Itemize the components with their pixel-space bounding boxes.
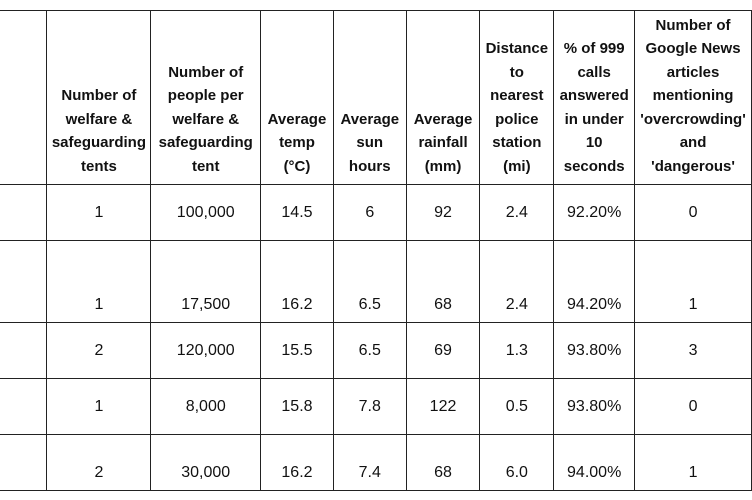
table-row <box>0 185 752 241</box>
header-people-per-tent: Number of people per welfare & safeguarding tent <box>151 11 261 185</box>
cell-articles: 0 <box>635 185 752 241</box>
cell-rainfall: 122 <box>406 379 480 435</box>
cell-people: 8,000 <box>151 379 261 435</box>
cell-people: 120,000 <box>151 323 261 379</box>
cell-temp: 15.5 <box>261 323 334 379</box>
header-date <box>0 11 47 185</box>
header-rainfall: Average rainfall (mm) <box>406 11 480 185</box>
cell-distance: 1.3 <box>480 323 554 379</box>
header-sun: Average sun hours <box>333 11 406 185</box>
cell-people: 17,500 <box>151 241 261 323</box>
cell-date <box>0 185 47 241</box>
cell-distance: 6.0 <box>480 435 554 491</box>
cell-tents: 1 <box>47 241 151 323</box>
cell-temp: 14.5 <box>261 185 334 241</box>
cell-date <box>0 241 47 323</box>
header-999-calls: % of 999 calls answered in under 10 seconds <box>554 11 635 185</box>
cell-tents: 1 <box>47 379 151 435</box>
cell-sun: 6.5 <box>333 323 406 379</box>
cell-temp: 16.2 <box>261 435 334 491</box>
cell-distance: 0.5 <box>480 379 554 435</box>
cell-date <box>0 379 47 435</box>
cell-calls: 93.80% <box>554 379 635 435</box>
cell-sun: 6.5 <box>333 241 406 323</box>
cell-calls: 92.20% <box>554 185 635 241</box>
cell-rainfall: 68 <box>406 435 480 491</box>
cell-rainfall: 68 <box>406 241 480 323</box>
cell-articles: 1 <box>635 435 752 491</box>
table-row <box>0 435 752 491</box>
cell-people: 30,000 <box>151 435 261 491</box>
cell-sun: 7.4 <box>333 435 406 491</box>
cell-distance: 2.4 <box>480 241 554 323</box>
cell-sun: 6 <box>333 185 406 241</box>
cell-articles: 0 <box>635 379 752 435</box>
header-tents: Number of welfare & safeguarding tents <box>47 11 151 185</box>
header-row <box>0 11 752 185</box>
cell-tents: 2 <box>47 323 151 379</box>
header-police-distance: Distance to nearest police station (mi) <box>480 11 554 185</box>
cell-people: 100,000 <box>151 185 261 241</box>
cell-date <box>0 323 47 379</box>
cell-distance: 2.4 <box>480 185 554 241</box>
cell-sun: 7.8 <box>333 379 406 435</box>
cell-temp: 15.8 <box>261 379 334 435</box>
cell-calls: 94.20% <box>554 241 635 323</box>
cell-calls: 93.80% <box>554 323 635 379</box>
cell-date <box>0 435 47 491</box>
table-container <box>0 10 752 491</box>
cell-calls: 94.00% <box>554 435 635 491</box>
cell-temp: 16.2 <box>261 241 334 323</box>
table-row <box>0 323 752 379</box>
cell-rainfall: 69 <box>406 323 480 379</box>
cell-articles: 3 <box>635 323 752 379</box>
cell-tents: 2 <box>47 435 151 491</box>
table-row <box>0 241 752 323</box>
data-table <box>0 10 752 491</box>
cell-tents: 1 <box>47 185 151 241</box>
cell-rainfall: 92 <box>406 185 480 241</box>
cell-articles: 1 <box>635 241 752 323</box>
header-temp: Average temp (°C) <box>261 11 334 185</box>
header-news-articles: Number of Google News articles mentioning 'overcrowding' and 'dangerous' <box>635 11 752 185</box>
table-row <box>0 379 752 435</box>
